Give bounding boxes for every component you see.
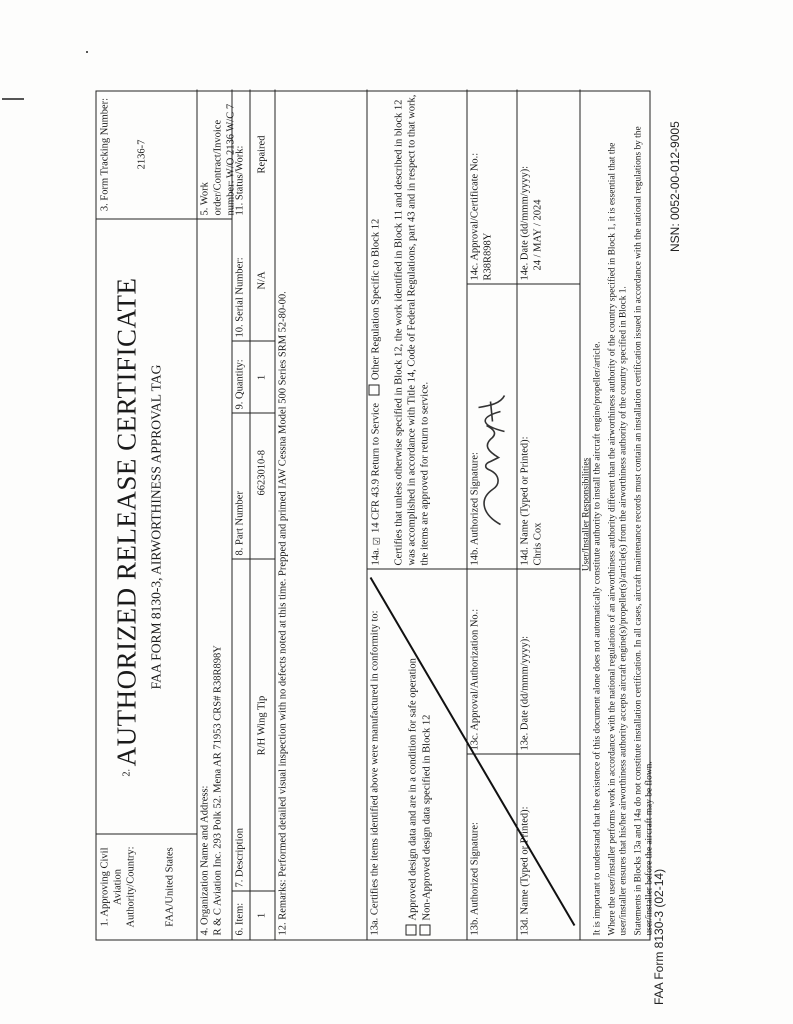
block3-value: 2136-7 <box>136 139 148 169</box>
block14b-label: 14b. Authorized Signature: <box>469 451 480 565</box>
block14d-label: 14d. Name (Typed or Printed): <box>519 435 530 565</box>
block14c <box>466 89 516 284</box>
block13d-label: 13d. Name (Typed or Printed): <box>519 805 530 935</box>
serial-number-header: 10. Serial Number: <box>234 256 245 337</box>
description-value: R/H Wing Tip <box>256 695 267 755</box>
block14a-certifies: Certifies that unless otherwise specified in Block 12, the work identified in Block 11 and described in block 12 was accomplished in accordance with Title 14, Code of Federal Regulations, part 43 and in respect to that work, the items are approved for return to service. <box>393 94 431 565</box>
other-regulation-label: Other Regulation Specific to Block 12 <box>370 218 381 380</box>
non-approved-design-label: Non-Approved design data specified in Block 12 <box>421 714 433 920</box>
description-header: 7. Description <box>234 827 245 887</box>
status-work-header: 11. Status/Work: <box>234 145 245 215</box>
responsibilities-p1: It is important to understand that the existence of this document alone does not automatically constitute authority to install the aircraft engine/propeller/article. <box>592 340 603 935</box>
form-subtitle: FAA FORM 8130-3, AIRWORTHINESS APPROVAL TAG <box>147 364 163 689</box>
block14d-value: Chris Cox <box>532 522 544 565</box>
nsn-footer: NSN: 0052-00-012-9005 <box>668 121 682 252</box>
airworthiness-form <box>95 90 655 940</box>
block14e-value: 24 / MAY / 2024 <box>532 199 544 270</box>
block2-title <box>96 219 196 834</box>
status-work-value: Repaired <box>256 135 267 173</box>
block13-strike-line <box>366 569 579 939</box>
checkbox-14cfr-checked[interactable]: ☑ <box>371 536 381 545</box>
block14d <box>516 284 579 569</box>
form-title: AUTHORIZED RELEASE CERTIFICATE <box>111 277 141 766</box>
block3-tracking <box>96 89 196 219</box>
checkbox-other-regulation[interactable] <box>368 384 379 395</box>
block13c-label: 13c. Approval/Authorization No.: <box>469 608 480 750</box>
block14e-label: 14e. Date (dd/mmm/yyyy): <box>519 165 530 280</box>
block14c-value: R38R898Y <box>482 232 494 280</box>
cfr-return-label: 14 CFR 43.9 Return to Service <box>370 402 381 533</box>
form-id-footer: FAA Form 8130-3 (02-14) <box>652 868 666 1005</box>
block5-label: 5. Work order/Contract/Invoice number: W/O 2136 W/C 7 <box>199 103 237 215</box>
block2-number: 2. <box>121 768 132 776</box>
block1-authority <box>96 834 196 939</box>
block14a-prefix: 14a. <box>370 547 381 565</box>
quantity-header: 9. Quantity: <box>234 358 245 409</box>
block3-label: 3. Form Tracking Number: <box>99 97 110 211</box>
user-installer-responsibilities <box>579 89 655 939</box>
responsibilities-heading: User/Installer Responsibilities <box>581 457 591 571</box>
block13e-label: 13e. Date (dd/mmm/yyyy): <box>519 635 530 750</box>
block14e <box>516 89 579 284</box>
part-number-value: 6623010-8 <box>256 449 267 495</box>
responsibilities-p2: Where the user/installer performs work in accordance with the national regulations of an airworthiness authority different than the airworthiness authority of the country specified in Block 1, it is essential that the user/installer ensures that his/her airworthiness authority accepts aircraft engine(s)/propeller(s)/article(s) from the airworthiness authority of the country specified in Block 1. <box>607 142 629 935</box>
block13a-label: 13a. Certifies the items identified above were manufactured in conformity to: <box>369 609 380 935</box>
block4-value: R & C Aviation Inc. 293 Polk 52. Mena AR 71953 CRS# R38R898Y <box>212 644 224 935</box>
block5-work-order <box>196 89 237 219</box>
item-value: 1 <box>256 912 267 918</box>
block14c-label: 14c. Approval/Certificate No.: <box>469 152 480 280</box>
scan-dot <box>86 51 88 53</box>
block12-remarks: 12. Remarks: Performed detailed visual inspection with no defects noted at this time. Prepped and primed IAW Cessna Model 500 Series SRM 52-80-00. <box>277 290 288 935</box>
block4-organization <box>196 219 231 939</box>
block14b <box>466 284 516 569</box>
block1-value: FAA/United States <box>164 846 176 927</box>
block4-label: 4. Organization Name and Address: <box>199 785 210 935</box>
scan-mark <box>2 98 24 100</box>
responsibilities-p3: Statements in Blocks 13a and 14a do not constitute installation certification. In all cases, aircraft maintenance records must contain an installation certification issued in accordance with the national regulations by the user/installer before the aircraft may be flown. <box>633 125 655 935</box>
part-number-header: 8. Part Number <box>234 490 245 555</box>
block13b-label: 13b. Authorized Signature: <box>469 821 480 935</box>
handwritten-signature <box>474 379 510 529</box>
serial-number-value: N/A <box>256 270 267 290</box>
block1-label: 1. Approving Civil Aviation Authority/Country: <box>99 845 137 928</box>
block14a <box>366 89 466 569</box>
approved-design-label: Approved design data and are in a condition for safe operation <box>407 657 419 920</box>
item-header: 6. Item: <box>234 902 245 935</box>
quantity-value: 1 <box>256 374 267 380</box>
